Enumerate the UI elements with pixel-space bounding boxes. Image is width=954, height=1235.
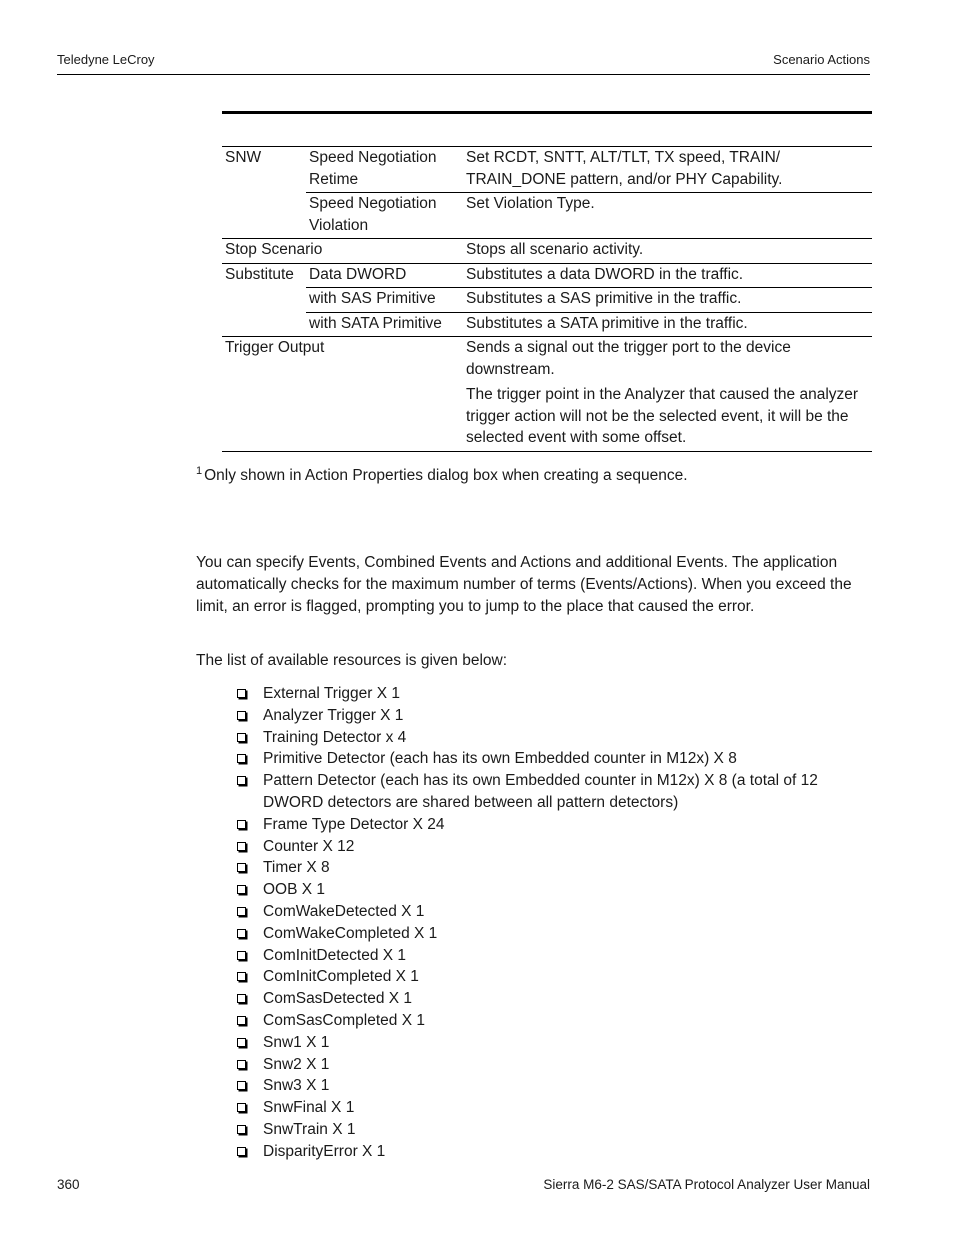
checkbox-bullet-icon <box>237 1147 246 1156</box>
table-row <box>222 239 872 264</box>
table-row <box>222 193 872 239</box>
list-item <box>237 901 871 923</box>
scenario-actions-table <box>222 146 872 452</box>
page-number: 360 <box>57 1177 80 1192</box>
subaction-cell: with SAS Primitive <box>306 288 463 313</box>
checkbox-bullet-icon <box>237 711 246 720</box>
list-item-text: External Trigger X 1 <box>263 685 400 702</box>
list-item-text: ComWakeDetected X 1 <box>263 902 425 920</box>
checkbox-bullet-icon <box>237 885 246 894</box>
subaction-cell: Speed Negotiation Violation <box>306 193 463 239</box>
action-cell <box>222 312 306 337</box>
list-item <box>237 705 871 727</box>
list-item <box>237 1119 871 1141</box>
footnote <box>196 465 688 485</box>
checkbox-bullet-icon <box>237 1016 246 1025</box>
list-item-text: Snw1 X 1 <box>263 1033 330 1051</box>
checkbox-bullet-icon <box>237 842 246 851</box>
checkbox-bullet-icon <box>237 929 246 938</box>
table-top-rule <box>222 111 872 114</box>
list-item-text: Snw2 X 1 <box>263 1055 330 1073</box>
list-item-text: ComWakeCompleted X 1 <box>263 924 438 942</box>
header-rule <box>57 74 870 75</box>
checkbox-bullet-icon <box>237 754 246 763</box>
checkbox-bullet-icon <box>237 1125 246 1134</box>
list-item-text: Primitive Detector (each has its own Embedded counter in M12x) X 8 <box>263 750 737 768</box>
list-item-text: ComInitDetected X 1 <box>263 946 407 964</box>
list-item-text: Timer X 8 <box>263 859 330 877</box>
list-item-text: Snw3 X 1 <box>263 1077 330 1095</box>
list-item <box>237 945 871 967</box>
action-cell: Substitute <box>225 265 294 283</box>
description-text: Substitutes a SATA primitive in the traffic. <box>466 314 748 332</box>
checkbox-bullet-icon <box>237 951 246 960</box>
body-paragraph: The list of available resources is given below: <box>196 652 508 669</box>
table-row <box>222 288 872 313</box>
table-row <box>222 337 872 452</box>
description-text: Stops all scenario activity. <box>466 241 644 258</box>
footnote-text: Only shown in Action Properties dialog box when creating a sequence. <box>204 467 688 484</box>
header-company: Teledyne LeCroy <box>57 52 155 67</box>
list-item-text: Training Detector x 4 <box>263 728 407 746</box>
list-item <box>237 1097 871 1119</box>
checkbox-bullet-icon <box>237 1103 246 1112</box>
list-item <box>237 857 871 879</box>
description-text: Substitutes a SAS primitive in the traffic. <box>466 290 742 307</box>
checkbox-bullet-icon <box>237 733 246 742</box>
list-item <box>237 1010 871 1032</box>
subaction-cell: Data DWORD <box>309 265 407 283</box>
checkbox-bullet-icon <box>237 820 246 829</box>
description-text: Set Violation Type. <box>466 195 595 212</box>
list-item <box>237 1032 871 1054</box>
header-section-title: Scenario Actions <box>773 52 870 67</box>
subaction-cell: with SATA Primitive <box>306 312 463 337</box>
footer-document-title: Sierra M6-2 SAS/SATA Protocol Analyzer User Manual <box>543 1177 870 1192</box>
description-cell <box>463 337 872 452</box>
body-paragraph: You can specify Events, Combined Events and Actions and additional Events. The application automatically checks for the maximum number of terms (Events/Actions). When you exceed the limit, an error is flagged, prompting you to jump to the place that caused the error. <box>196 554 852 615</box>
list-item-text: DisparityError X 1 <box>263 1142 386 1160</box>
checkbox-bullet-icon <box>237 776 246 785</box>
list-item-text: Frame Type Detector X 24 <box>263 815 445 833</box>
table-row <box>222 312 872 337</box>
action-cell: SNW <box>225 149 262 166</box>
description-text: Substitutes a data DWORD in the traffic. <box>466 265 744 283</box>
table-row <box>222 263 872 288</box>
list-item <box>237 988 871 1010</box>
list-item <box>237 1054 871 1076</box>
action-cell <box>222 193 306 239</box>
list-item-text: Counter X 12 <box>263 837 355 855</box>
list-item <box>237 879 871 901</box>
checkbox-bullet-icon <box>237 863 246 872</box>
description-cell <box>463 239 872 264</box>
list-item-text: ComSasDetected X 1 <box>263 990 413 1008</box>
list-item-text: ComInitCompleted X 1 <box>263 968 419 986</box>
list-item-text: Analyzer Trigger X 1 <box>263 706 404 724</box>
list-item <box>237 923 871 945</box>
description-cell <box>463 193 872 239</box>
resource-list <box>237 683 871 1163</box>
list-item <box>237 814 871 836</box>
list-item <box>237 1075 871 1097</box>
description-cell <box>463 288 872 313</box>
subaction-cell: Speed Negotiation Retime <box>309 149 437 188</box>
description-cell <box>463 263 872 288</box>
footnote-mark: 1 <box>196 465 203 477</box>
list-item-text: ComSasCompleted X 1 <box>263 1011 425 1029</box>
checkbox-bullet-icon <box>237 1081 246 1090</box>
list-item-text: Pattern Detector (each has its own Embedded counter in M12x) X 8 (a total of 12 DWORD detectors are shared between all pattern detectors) <box>263 772 818 811</box>
description-cell <box>463 147 872 193</box>
list-item-text: SnwTrain X 1 <box>263 1120 356 1138</box>
list-item <box>237 836 871 858</box>
action-cell: Stop Scenario <box>225 241 323 258</box>
checkbox-bullet-icon <box>237 907 246 916</box>
action-cell <box>222 288 306 313</box>
checkbox-bullet-icon <box>237 1038 246 1047</box>
checkbox-bullet-icon <box>237 689 246 698</box>
description-text: Set RCDT, SNTT, ALT/TLT, TX speed, TRAIN/ TRAIN_DONE pattern, and/or PHY Capability. <box>466 149 783 188</box>
checkbox-bullet-icon <box>237 994 246 1003</box>
table-row <box>222 147 872 193</box>
description-text: The trigger point in the Analyzer that caused the analyzer trigger action will not be the selected event, it will be the selected event with some offset. <box>466 386 859 446</box>
description-text: Sends a signal out the trigger port to the device downstream. <box>466 339 791 378</box>
list-item-text: SnwFinal X 1 <box>263 1099 355 1117</box>
list-item <box>237 1141 871 1163</box>
description-cell <box>463 312 872 337</box>
list-item <box>237 770 871 814</box>
list-item <box>237 748 871 770</box>
list-item <box>237 966 871 988</box>
list-item-text: OOB X 1 <box>263 881 326 899</box>
action-cell: Trigger Output <box>225 339 325 356</box>
checkbox-bullet-icon <box>237 1060 246 1069</box>
list-item <box>237 683 871 705</box>
list-item <box>237 727 871 749</box>
checkbox-bullet-icon <box>237 972 246 981</box>
